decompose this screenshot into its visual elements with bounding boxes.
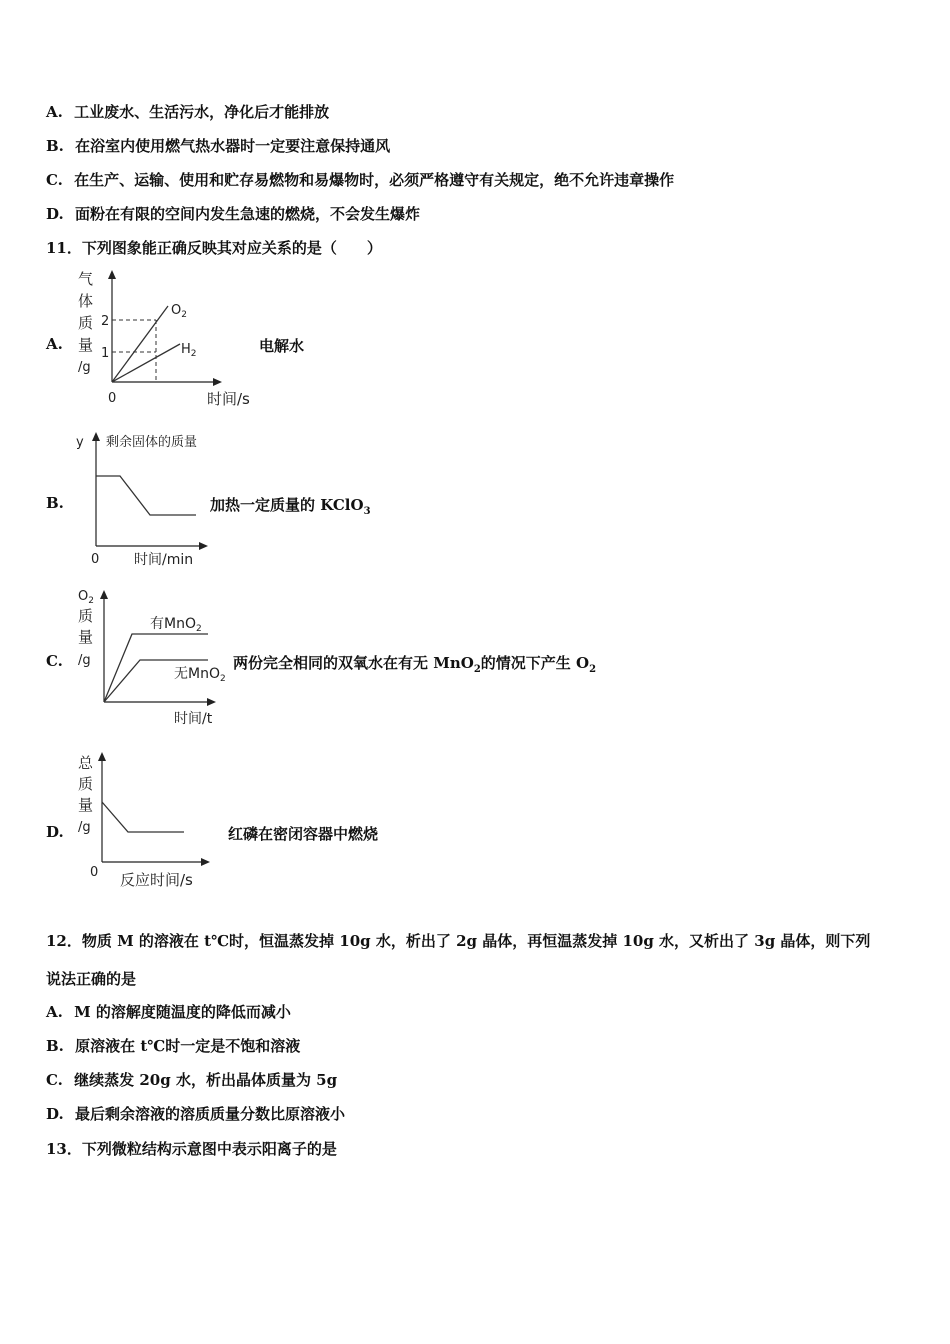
series-h2-line: [112, 344, 180, 382]
q11-option-a-letter: A.: [46, 335, 63, 353]
option-letter: D.: [46, 205, 64, 223]
svg-text:质: 质: [78, 314, 94, 332]
x-axis-arrow: [213, 378, 222, 386]
option-letter: B.: [46, 137, 64, 155]
option-letter: C.: [46, 171, 63, 189]
x-axis-arrow: [199, 542, 208, 550]
y-axis-arrow: [98, 752, 106, 761]
q12-option-c: [46, 1070, 337, 1090]
option-letter: B.: [46, 1037, 64, 1055]
svg-text:量: 量: [78, 796, 94, 814]
series-h2-label: $H_2$: [181, 342, 197, 359]
q12-stem-line1: 12．物质 M 的溶液在 t℃时，恒温蒸发掉 10g 水，析出了 2g 晶体，再恒温蒸发掉 10g 水，又析出了 3g 晶体，则下列: [46, 932, 871, 950]
without-mno2-label: 无MnO$_2$: [174, 666, 226, 684]
x-axis-label: 时间/min: [134, 552, 194, 568]
q11-stem: 11．下列图象能正确反映其对应关系的是（ ）: [46, 239, 382, 257]
y-axis-label: [78, 607, 93, 668]
option-text: 工业废水、生活污水，净化后才能排放: [74, 103, 330, 121]
q11-option-d-caption: 红磷在密闭容器中燃烧: [228, 825, 379, 843]
q10-option-a: [46, 102, 329, 122]
option-text: 在浴室内使用燃气热水器时一定要注意保持通风: [75, 137, 391, 155]
svg-text:质: 质: [78, 775, 94, 793]
option-letter: A.: [46, 1003, 63, 1021]
option-text: 最后剩余溶液的溶质质量分数比原溶液小: [74, 1105, 345, 1123]
tick-label-2: 2: [101, 314, 110, 329]
option-text: 继续蒸发 20g 水，析出晶体质量为 5g: [74, 1071, 338, 1089]
option-text: 原溶液在 t℃时一定是不饱和溶液: [75, 1037, 301, 1055]
y-axis-label-top: $O_2$: [78, 589, 94, 606]
y-axis-arrow: [100, 590, 108, 599]
remaining-solid-curve: [96, 476, 196, 515]
q12-stem-line2: 说法正确的是: [46, 970, 137, 988]
option-text: 面粉在有限的空间内发生急速的燃烧，不会发生爆炸: [74, 205, 420, 223]
q11-graph-b: [70, 428, 230, 573]
x-axis-label: 反应时间/s: [120, 871, 193, 889]
with-mno2-label: 有MnO$_2$: [150, 616, 202, 634]
q10-option-b: [46, 136, 390, 156]
y-axis-label: 剩余固体的质量: [106, 435, 198, 450]
svg-text:总: 总: [78, 754, 94, 772]
origin-label: 0: [90, 865, 99, 880]
option-letter: A.: [46, 103, 63, 121]
q11-option-c-letter: C.: [46, 652, 63, 670]
series-o2-line: [112, 306, 168, 382]
q10-option-c: [46, 170, 674, 190]
y-axis-arrow: [108, 270, 116, 279]
svg-text:量: 量: [78, 628, 94, 646]
q10-option-d: [46, 204, 420, 224]
q11-option-b-caption: 加热一定质量的 KClO$_3$: [210, 496, 371, 517]
origin-label: 0: [108, 391, 117, 406]
x-axis-label: 时间/t: [174, 711, 213, 727]
q11-graph-d: [70, 750, 230, 895]
x-axis-label: 时间/s: [207, 390, 250, 408]
total-mass-curve: [102, 802, 184, 832]
q12-option-a: [46, 1002, 291, 1022]
q11-option-b-letter: B.: [46, 494, 64, 512]
svg-text:/g: /g: [78, 653, 91, 668]
svg-text:体: 体: [78, 292, 94, 310]
q11-graph-c: [70, 584, 240, 732]
svg-text:/g: /g: [78, 820, 91, 835]
svg-text:气: 气: [78, 270, 94, 288]
y-axis-label: [78, 754, 94, 835]
x-axis-arrow: [201, 858, 210, 866]
option-text: M 的溶解度随温度的降低而减小: [74, 1003, 291, 1021]
y-axis-label: [78, 270, 93, 375]
tick-label-1: 1: [101, 346, 110, 361]
q13-stem: 13．下列微粒结构示意图中表示阳离子的是: [46, 1140, 337, 1158]
q12-option-d: [46, 1104, 345, 1124]
q12-option-b: [46, 1036, 300, 1056]
q11-option-c-caption: 两份完全相同的双氧水在有无 MnO$_2$的情况下产生 $O_2$: [233, 654, 597, 675]
x-axis-arrow: [207, 698, 216, 706]
q11-option-a-caption: 电解水: [259, 337, 305, 355]
svg-text:量: 量: [78, 336, 94, 354]
q11-option-d-letter: D.: [46, 823, 64, 841]
svg-text:/g: /g: [78, 360, 91, 375]
option-letter: C.: [46, 1071, 63, 1089]
svg-text:质: 质: [78, 607, 94, 625]
series-o2-label: $O_2$: [171, 303, 187, 320]
q11-graph-a: [70, 268, 270, 413]
y-axis-arrow: [92, 432, 100, 441]
option-text: 在生产、运输、使用和贮存易燃物和易爆物时，必须严格遵守有关规定，绝不允许违章操作: [74, 171, 675, 189]
origin-label: 0: [91, 552, 100, 567]
y-axis-symbol: y: [76, 435, 84, 450]
option-letter: D.: [46, 1105, 64, 1123]
